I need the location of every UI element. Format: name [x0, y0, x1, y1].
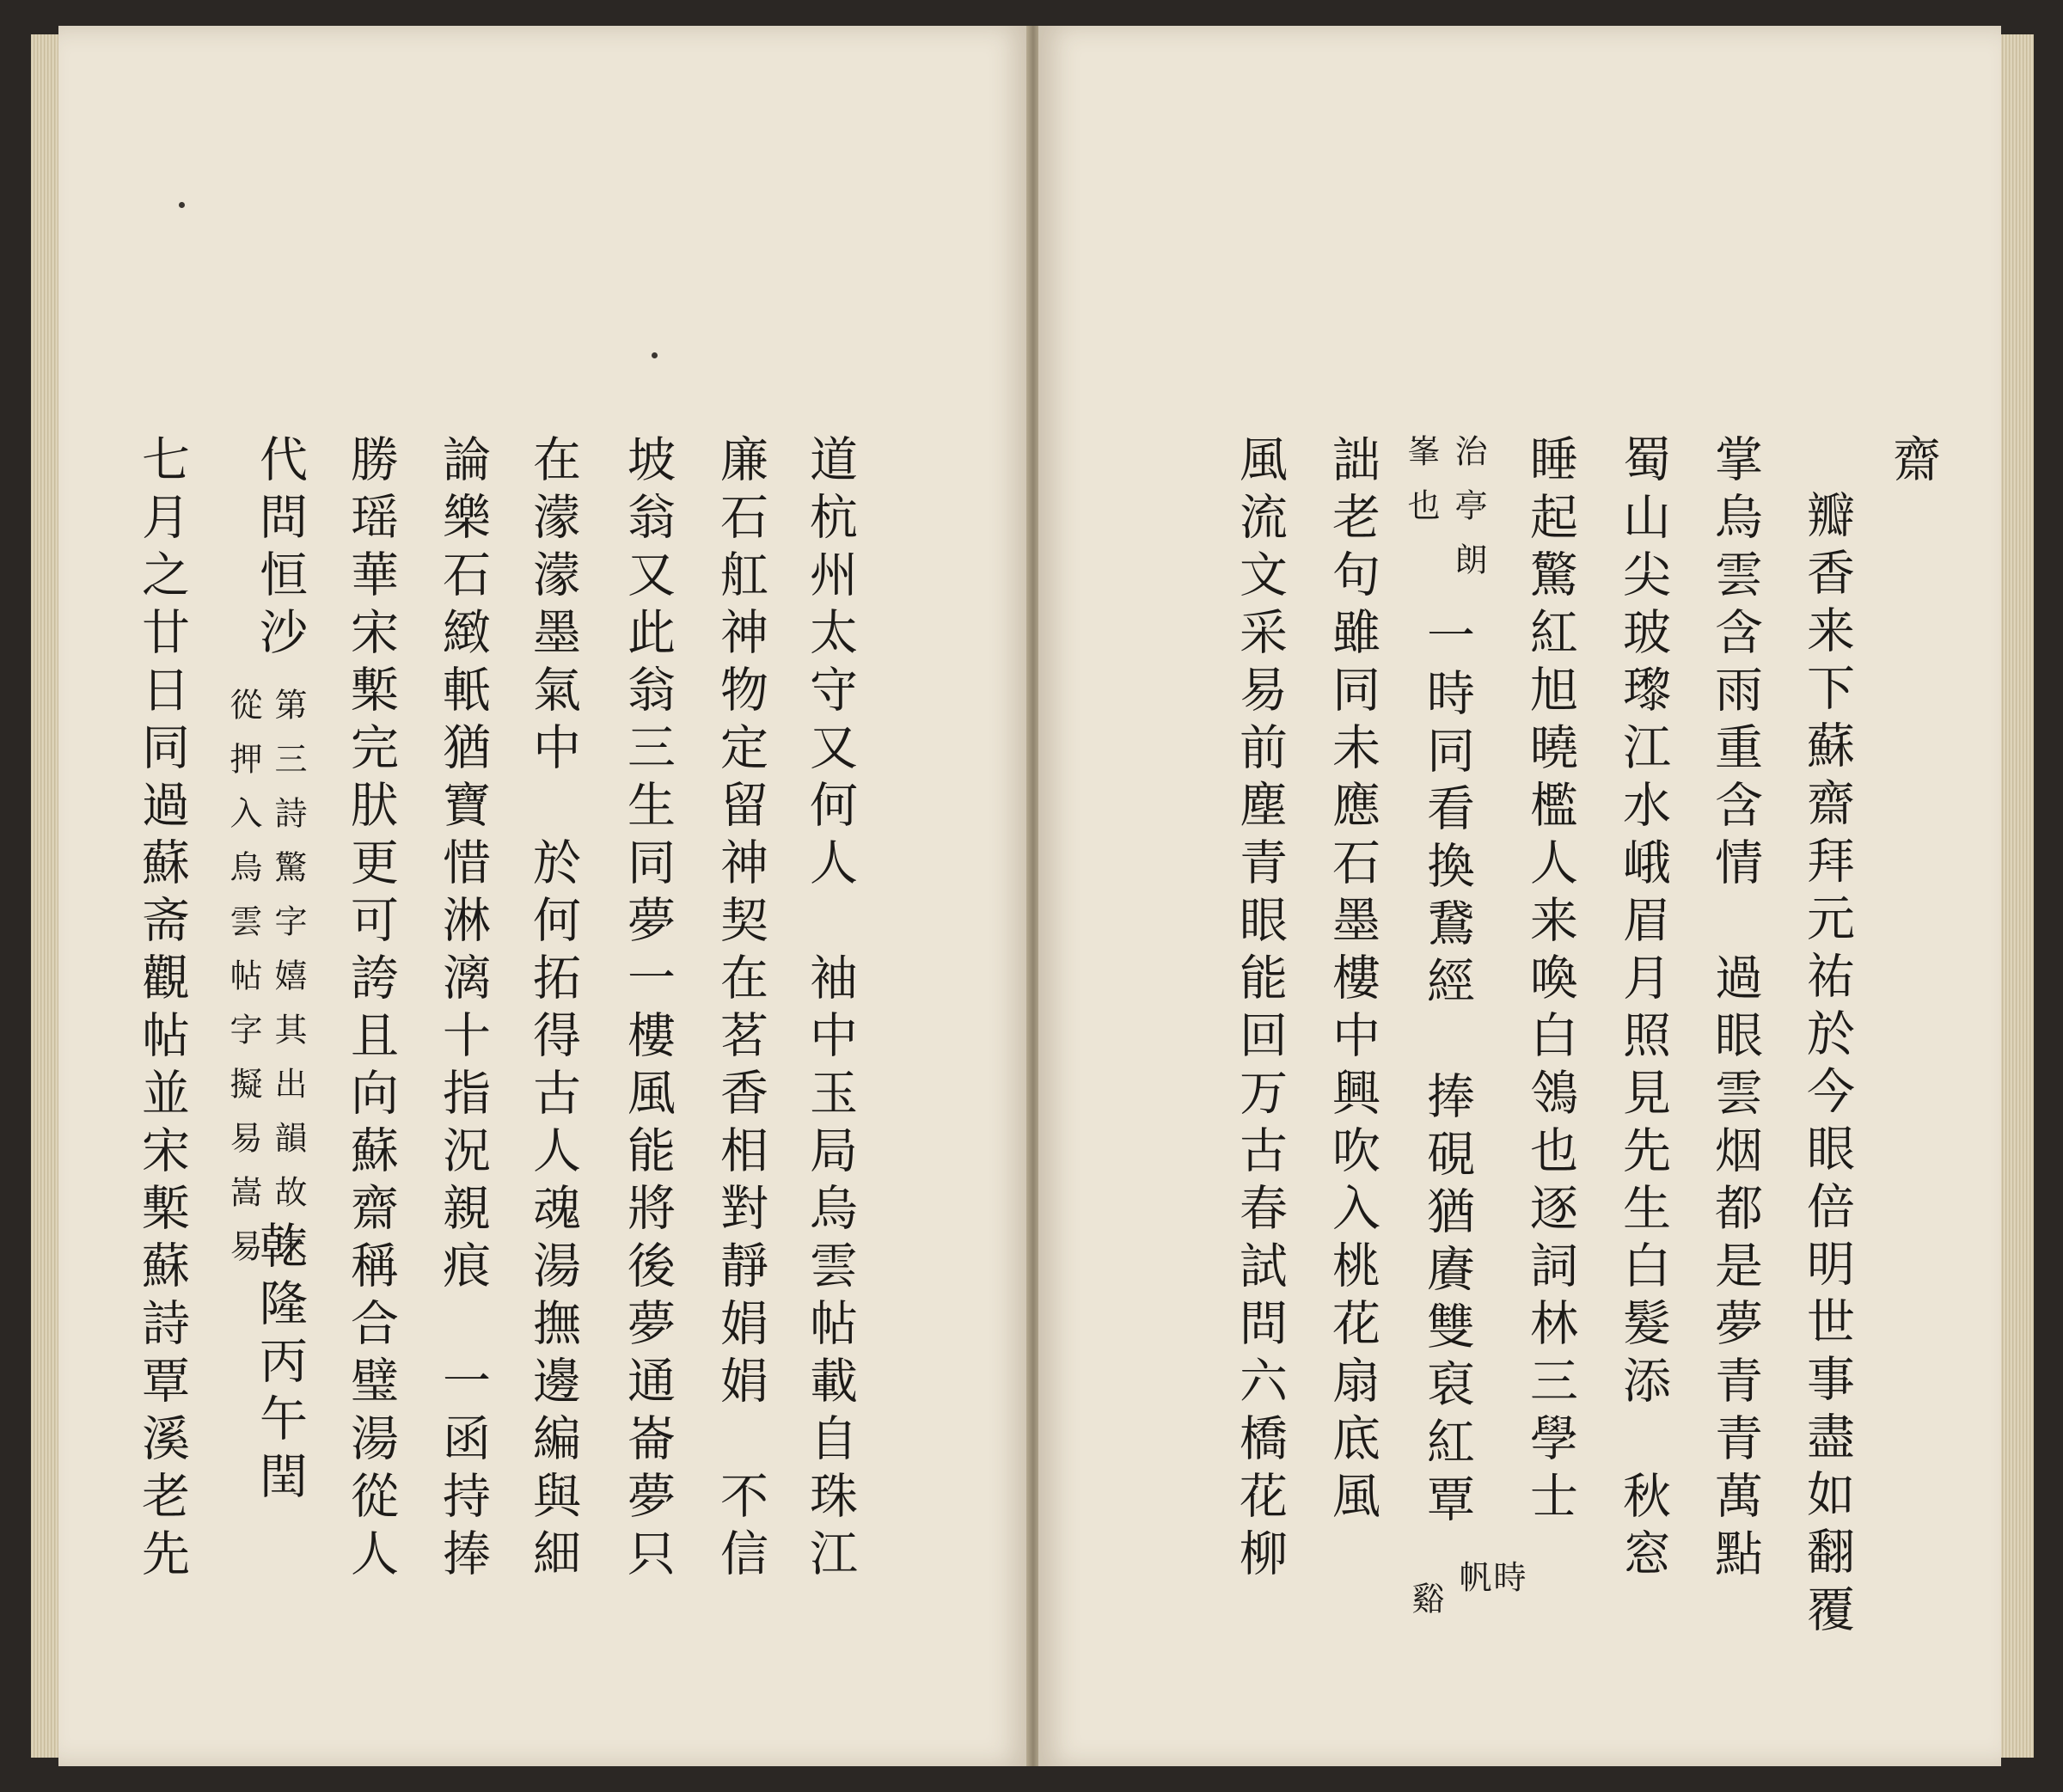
- left-column-7-note-left: 從押入烏雲帖字擬易嵩易: [224, 688, 262, 1283]
- right-column-5-main: 睡起驚紅旭曉檻人来喚白鴒也逐詞林三學士: [1522, 434, 1578, 1528]
- right-column-3: 掌烏雲含雨重含情 過眼雲烟都是夢青青萬點: [1707, 434, 1763, 1586]
- left-column-4: 在濛濛墨氣中 於何拓得古人魂湯撫邊編與細: [525, 434, 581, 1586]
- left-column-7-tail: 乾隆丙午閏: [252, 1220, 308, 1508]
- right-column-8: 風流文采易前塵青眼能回万古春試問六橋花柳: [1232, 434, 1288, 1586]
- left-column-3: 坡翁又此翁三生同夢一樓風能將後夢通崙夢只: [620, 434, 676, 1586]
- right-column-1: 齋: [1885, 434, 1941, 492]
- ink-speck: [179, 202, 185, 208]
- left-column-6: 勝瑶華宋槧完肰更可誇且向蘇齋稱合璧湯從人: [343, 434, 399, 1586]
- right-column-7: 詘老句雖同未應石墨樓中興吹入桃花扇底風: [1325, 434, 1380, 1528]
- left-page-edge: [31, 34, 60, 1758]
- right-column-5-note-left: 帆: [1454, 1560, 1491, 1614]
- left-column-5: 論樂石緻軝猶寶惜淋漓十指況親痕 一函持捧: [435, 434, 491, 1586]
- right-column-4: 蜀山尖玻瓈江水峨眉月照見先生白髮添 秋窓: [1615, 434, 1671, 1586]
- right-column-2: 瓣香来下蘇齋拜元祐於今眼倍明世事盡如翻覆: [1799, 490, 1855, 1642]
- left-column-1: 道杭州太守又何人 袖中玉局烏雲帖載自珠江: [802, 434, 858, 1586]
- right-page-edge: [1999, 34, 2034, 1758]
- ink-speck: [652, 352, 658, 358]
- left-column-7-main: 代問恒沙: [252, 434, 308, 664]
- right-column-6-main: 一時同看換鵞經 捧硯猶賡雙裒紅覃: [1419, 610, 1475, 1532]
- left-column-2: 廉石舡神物定留神契在茗香相對靜娟娟 不信: [713, 434, 768, 1586]
- right-page: [1038, 26, 2001, 1766]
- right-column-6-note-left: 峯也: [1402, 434, 1440, 542]
- right-column-6-note-right: 治亭朗: [1449, 434, 1487, 596]
- right-column-6-note-end: 谿: [1406, 1581, 1444, 1636]
- left-page: [58, 26, 1030, 1766]
- right-column-5-note-right: 時: [1488, 1560, 1526, 1614]
- left-column-7-note-right: 第三詩驚字嬉其出韻故末: [269, 688, 307, 1283]
- left-column-8: 七月之廿日同過蘇斋觀帖並宋槧蘇詩覃溪老先: [134, 434, 190, 1586]
